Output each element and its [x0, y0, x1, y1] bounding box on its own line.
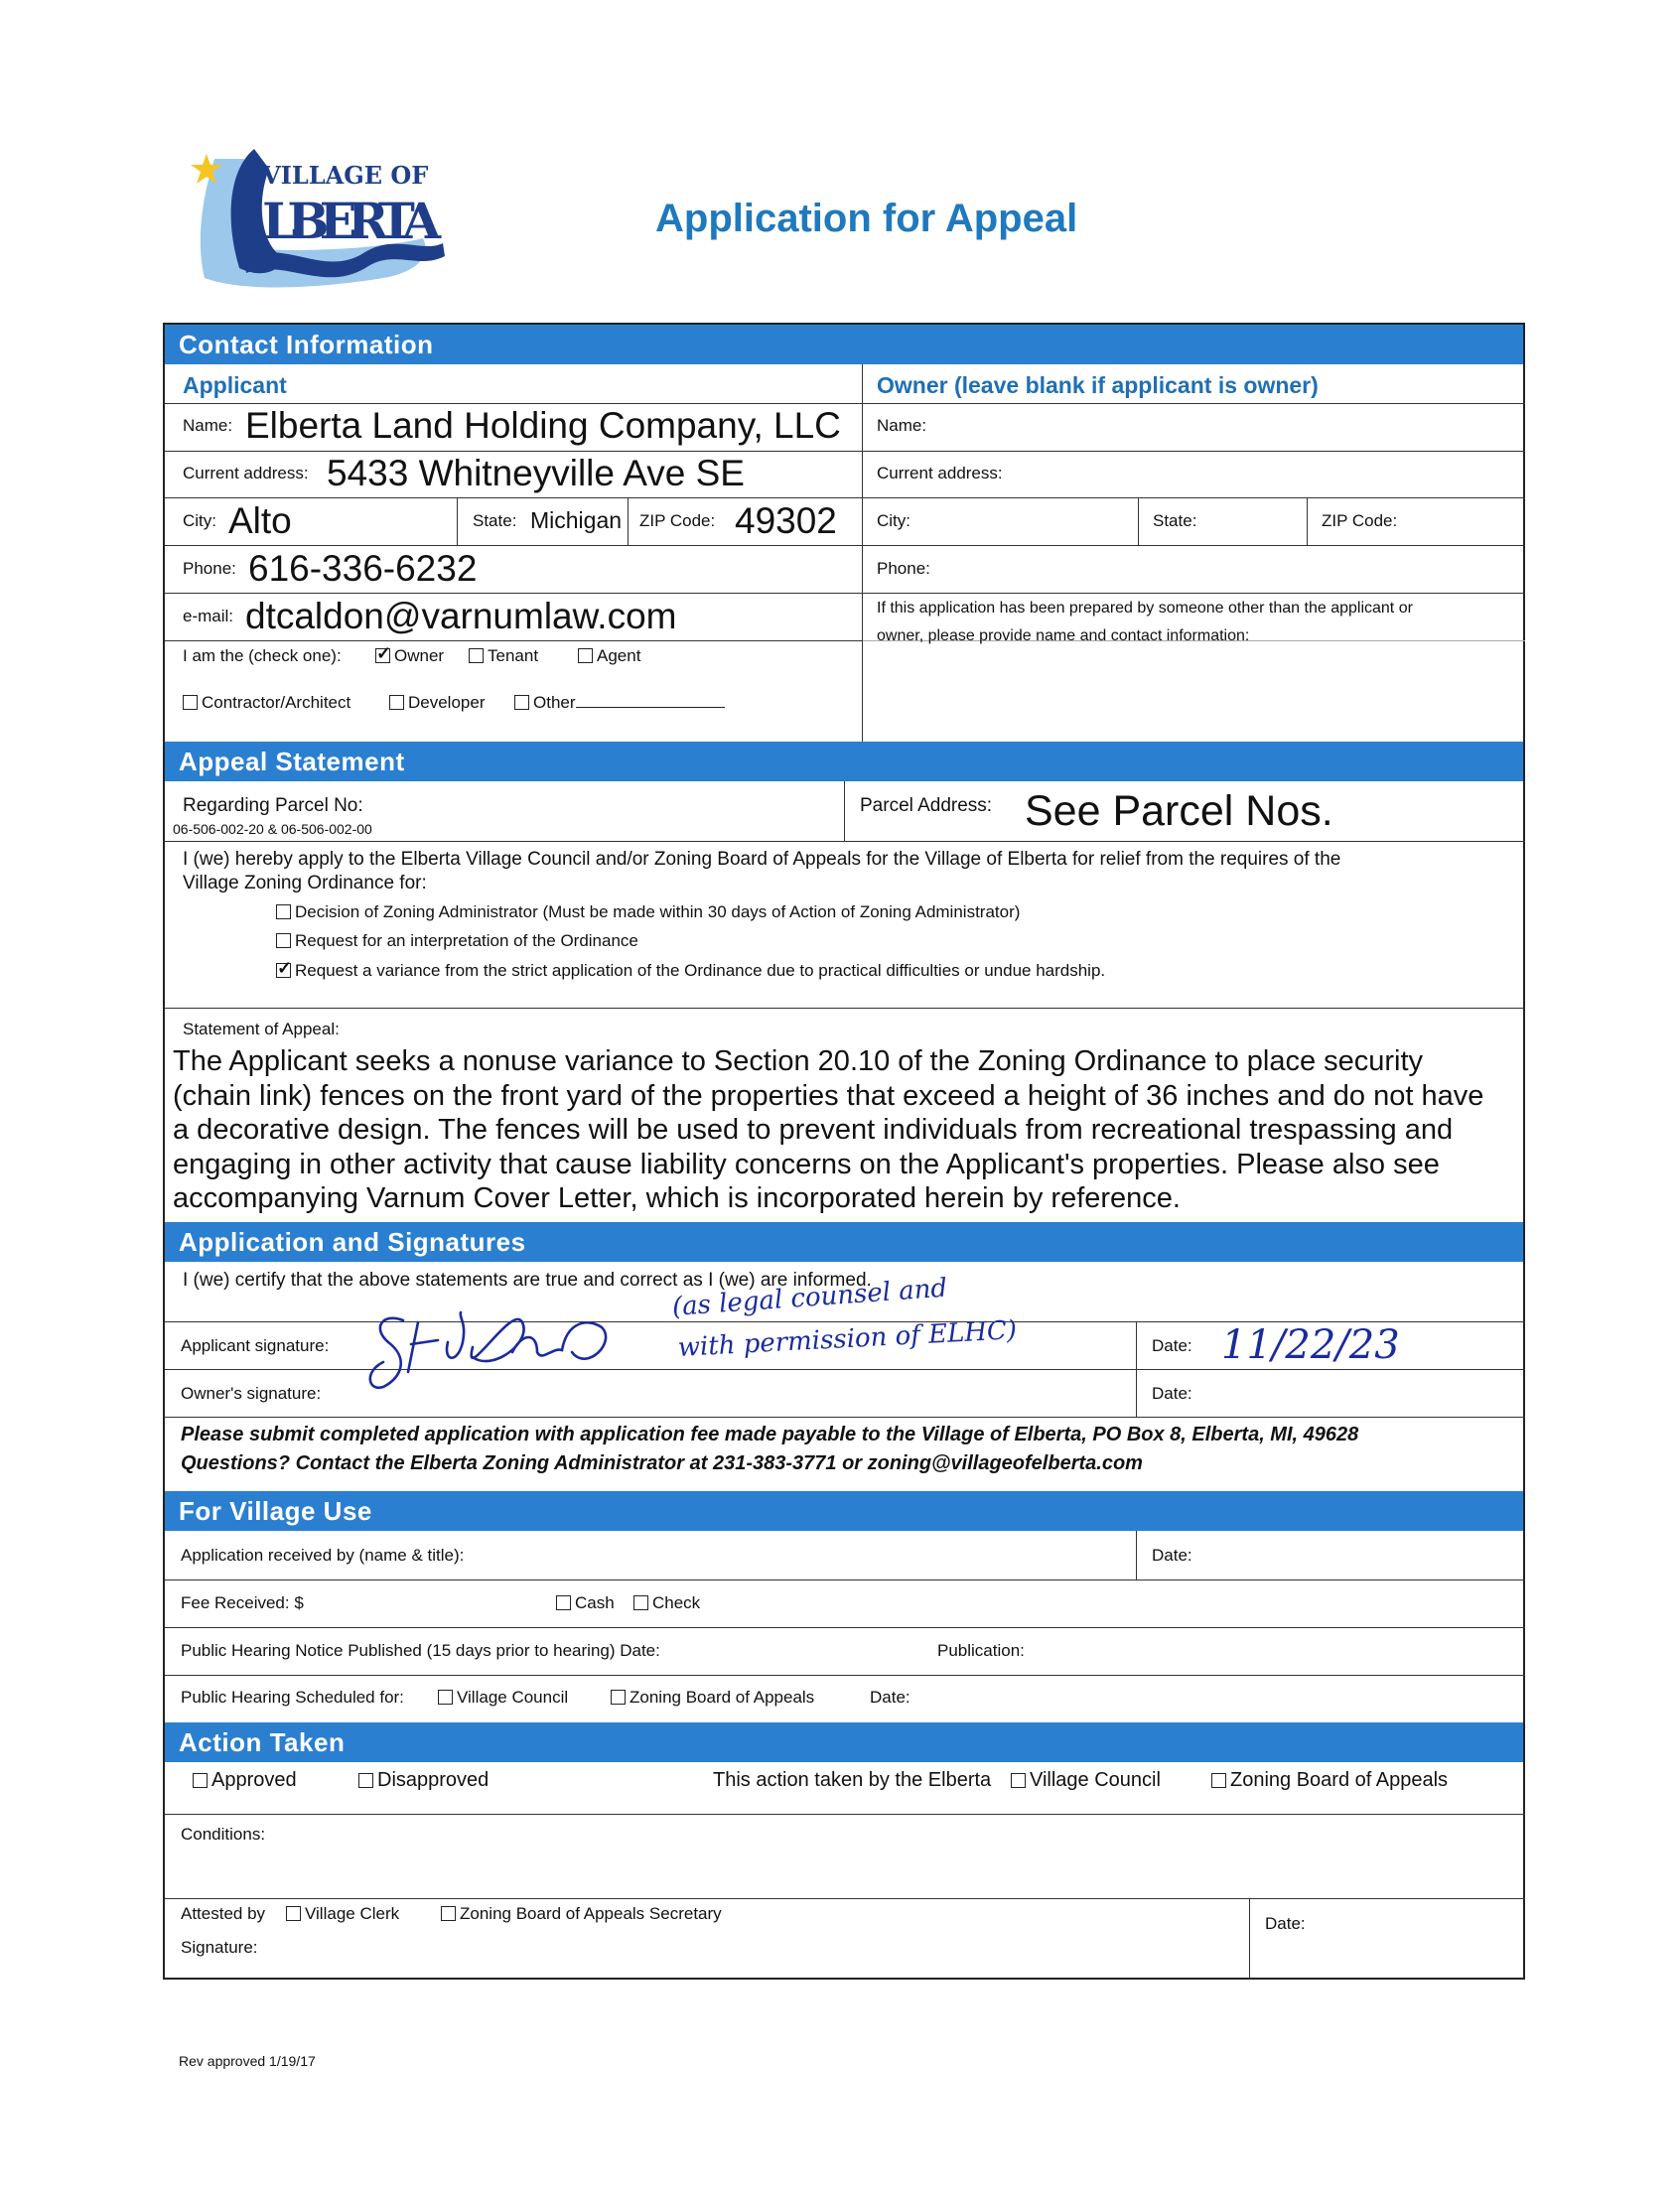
- parcel-no-field[interactable]: 06-506-002-20 & 06-506-002-00: [173, 821, 372, 837]
- owner-city-label: City:: [877, 511, 910, 530]
- revision-note: Rev approved 1/19/17: [179, 2053, 316, 2069]
- scheduled-zba[interactable]: Zoning Board of Appeals: [611, 1688, 814, 1708]
- prepared-note-1: If this application has been prepared by someone other than the applicant or: [877, 600, 1413, 617]
- applicant-date-label: Date:: [1152, 1336, 1192, 1355]
- received-by-label: Application received by (name & title):: [181, 1546, 465, 1565]
- handwritten-date: 11/22/23: [1221, 1322, 1400, 1368]
- questions-contact: Questions? Contact the Elberta Zoning Administrator at 231-383-3771 or zoning@villageofelberta.com: [181, 1452, 1143, 1474]
- checkbox-zba-secretary[interactable]: [441, 1906, 456, 1921]
- prepared-note-2: owner, please provide name and contact information:: [877, 627, 1250, 644]
- email-label: e-mail:: [183, 607, 234, 625]
- village-logo: [185, 129, 455, 296]
- zip-field[interactable]: 49302: [735, 500, 837, 541]
- checkbox-interpretation[interactable]: [276, 933, 291, 948]
- action-taken-by-label: This action taken by the Elberta: [713, 1769, 992, 1791]
- action-disapproved[interactable]: Disapproved: [358, 1769, 489, 1792]
- action-village-council[interactable]: Village Council: [1011, 1769, 1161, 1792]
- email-field[interactable]: dtcaldon@varnumlaw.com: [245, 596, 677, 636]
- publication-label: Publication:: [937, 1641, 1025, 1660]
- attested-signature-label: Signature:: [181, 1938, 258, 1957]
- role-contractor[interactable]: Contractor/Architect: [183, 693, 350, 713]
- application-form: [163, 323, 1525, 1980]
- name-label: Name:: [183, 416, 233, 435]
- notice-published-label: Public Hearing Notice Published (15 days prior to hearing) Date:: [181, 1641, 660, 1660]
- zip-label: ZIP Code:: [639, 511, 716, 530]
- checkbox-tenant[interactable]: [469, 648, 484, 663]
- conditions-label: Conditions:: [181, 1825, 266, 1844]
- city-field[interactable]: Alto: [228, 500, 292, 541]
- role-other[interactable]: Other: [514, 693, 725, 713]
- village-use-band: For Village Use: [165, 1491, 1523, 1531]
- owner-name-label: Name:: [877, 416, 927, 435]
- attested-by-label: Attested by: [181, 1904, 266, 1923]
- role-developer[interactable]: Developer: [389, 693, 486, 713]
- contact-information-band: Contact Information: [165, 325, 1523, 364]
- statement-line-4: engaging in other activity that cause liability concerns on the Applicant's properties. Please also see: [173, 1148, 1440, 1180]
- owner-heading: Owner (leave blank if applicant is owner): [877, 372, 1319, 398]
- appeal-statement-band: Appeal Statement: [165, 742, 1523, 781]
- action-zba[interactable]: Zoning Board of Appeals: [1211, 1769, 1448, 1792]
- attested-date-label: Date:: [1265, 1914, 1306, 1933]
- checkbox-disapproved[interactable]: [358, 1773, 373, 1788]
- checkbox-variance[interactable]: [276, 963, 291, 978]
- parcel-address-field[interactable]: See Parcel Nos.: [1025, 787, 1333, 835]
- phone-label: Phone:: [183, 559, 236, 578]
- logo-text-top: VILLAGE OF: [262, 161, 429, 190]
- statement-line-2: (chain link) fences on the front yard of the properties that exceed a height of 36 inches and do not have: [173, 1079, 1484, 1112]
- city-label: City:: [183, 511, 216, 530]
- applicant-signature-label: Applicant signature:: [181, 1336, 330, 1355]
- state-label: State:: [473, 511, 517, 530]
- checkbox-approved[interactable]: [193, 1773, 208, 1788]
- checkbox-action-village-council[interactable]: [1011, 1773, 1026, 1788]
- owner-zip-label: ZIP Code:: [1322, 511, 1398, 530]
- page-title: Application for Appeal: [655, 197, 1078, 240]
- statement-line-5: accompanying Varnum Cover Letter, which is incorporated herein by reference.: [173, 1182, 1181, 1214]
- received-date-label: Date:: [1152, 1546, 1192, 1565]
- fee-received-label: Fee Received: $: [181, 1593, 304, 1612]
- name-field[interactable]: Elberta Land Holding Company, LLC: [245, 405, 841, 446]
- checkbox-village-clerk[interactable]: [286, 1906, 301, 1921]
- action-approved[interactable]: Approved: [193, 1769, 297, 1792]
- statement-text[interactable]: [173, 1044, 1523, 1216]
- checkbox-developer[interactable]: [389, 695, 404, 710]
- checkbox-owner[interactable]: [375, 648, 390, 663]
- handwritten-note-1: (as legal counsel and: [671, 1273, 949, 1322]
- checkbox-cash[interactable]: [556, 1595, 571, 1610]
- statement-line-3: a decorative design. The fences will be used to prevent individuals from recreational trespassing and: [173, 1114, 1454, 1146]
- checkbox-contractor[interactable]: [183, 695, 198, 710]
- role-owner[interactable]: ✓ Owner: [375, 646, 444, 666]
- action-taken-band: Action Taken: [165, 1722, 1523, 1762]
- certify-text: I (we) certify that the above statements are true and correct as I (we) are informed.: [183, 1270, 872, 1291]
- logo-text-main: LBERTA: [262, 192, 441, 250]
- appeal-intro-line-1: I (we) hereby apply to the Elberta Village Council and/or Zoning Board of Appeals for the Village of Elberta for relief from the requires of the: [183, 849, 1341, 870]
- option-interpretation[interactable]: Request for an interpretation of the Ordinance: [276, 931, 638, 951]
- statement-label: Statement of Appeal:: [183, 1020, 340, 1038]
- checkbox-action-zba[interactable]: [1211, 1773, 1226, 1788]
- fee-cash-option[interactable]: Cash: [556, 1593, 615, 1613]
- checkbox-agent[interactable]: [578, 648, 593, 663]
- role-tenant[interactable]: Tenant: [469, 646, 538, 666]
- owner-date-label: Date:: [1152, 1384, 1192, 1403]
- applicant-signature[interactable]: [363, 1293, 631, 1402]
- fee-check-option[interactable]: Check: [633, 1593, 700, 1613]
- applicant-heading: Applicant: [183, 372, 287, 398]
- checkbox-scheduled-village-council[interactable]: [438, 1690, 453, 1705]
- owner-state-label: State:: [1153, 511, 1197, 530]
- checkbox-scheduled-zba[interactable]: [611, 1690, 626, 1705]
- address-field[interactable]: 5433 Whitneyville Ave SE: [327, 453, 745, 493]
- scheduled-date-label: Date:: [870, 1688, 910, 1707]
- address-label: Current address:: [183, 464, 309, 482]
- handwritten-note-2: with permission of ELHC): [677, 1315, 1018, 1363]
- attested-zba-secretary[interactable]: Zoning Board of Appeals Secretary: [441, 1904, 722, 1924]
- owner-signature-label: Owner's signature:: [181, 1384, 322, 1403]
- state-field[interactable]: Michigan: [530, 507, 623, 533]
- checkbox-decision[interactable]: [276, 904, 291, 919]
- role-agent[interactable]: Agent: [578, 646, 640, 666]
- appeal-intro-line-2: Village Zoning Ordinance for:: [183, 873, 427, 893]
- option-variance[interactable]: ✓Request a variance from the strict application of the Ordinance due to practical difficulties or undue hardship.: [276, 961, 1105, 981]
- phone-field[interactable]: 616-336-6232: [248, 548, 478, 589]
- owner-address-label: Current address:: [877, 464, 1003, 482]
- parcel-address-label: Parcel Address:: [860, 795, 993, 816]
- statement-line-1: The Applicant seeks a nonuse variance to Section 20.10 of the Zoning Ordinance to place security: [173, 1045, 1424, 1077]
- check-one-label: I am the (check one):: [183, 646, 342, 665]
- owner-phone-label: Phone:: [877, 559, 930, 578]
- parcel-no-label: Regarding Parcel No:: [183, 795, 363, 816]
- checkbox-other[interactable]: [514, 695, 529, 710]
- application-signatures-band: Application and Signatures: [165, 1222, 1523, 1262]
- hearing-scheduled-label: Public Hearing Scheduled for:: [181, 1688, 404, 1707]
- option-decision[interactable]: Decision of Zoning Administrator (Must be made within 30 days of Action of Zoning Administrator): [276, 902, 1020, 922]
- submit-instructions: Please submit completed application with application fee made payable to the Village of Elberta, PO Box 8, Elberta, MI, 49628: [181, 1424, 1359, 1445]
- scheduled-village-council[interactable]: Village Council: [438, 1688, 568, 1708]
- checkbox-check[interactable]: [633, 1595, 648, 1610]
- attested-village-clerk[interactable]: Village Clerk: [286, 1904, 399, 1924]
